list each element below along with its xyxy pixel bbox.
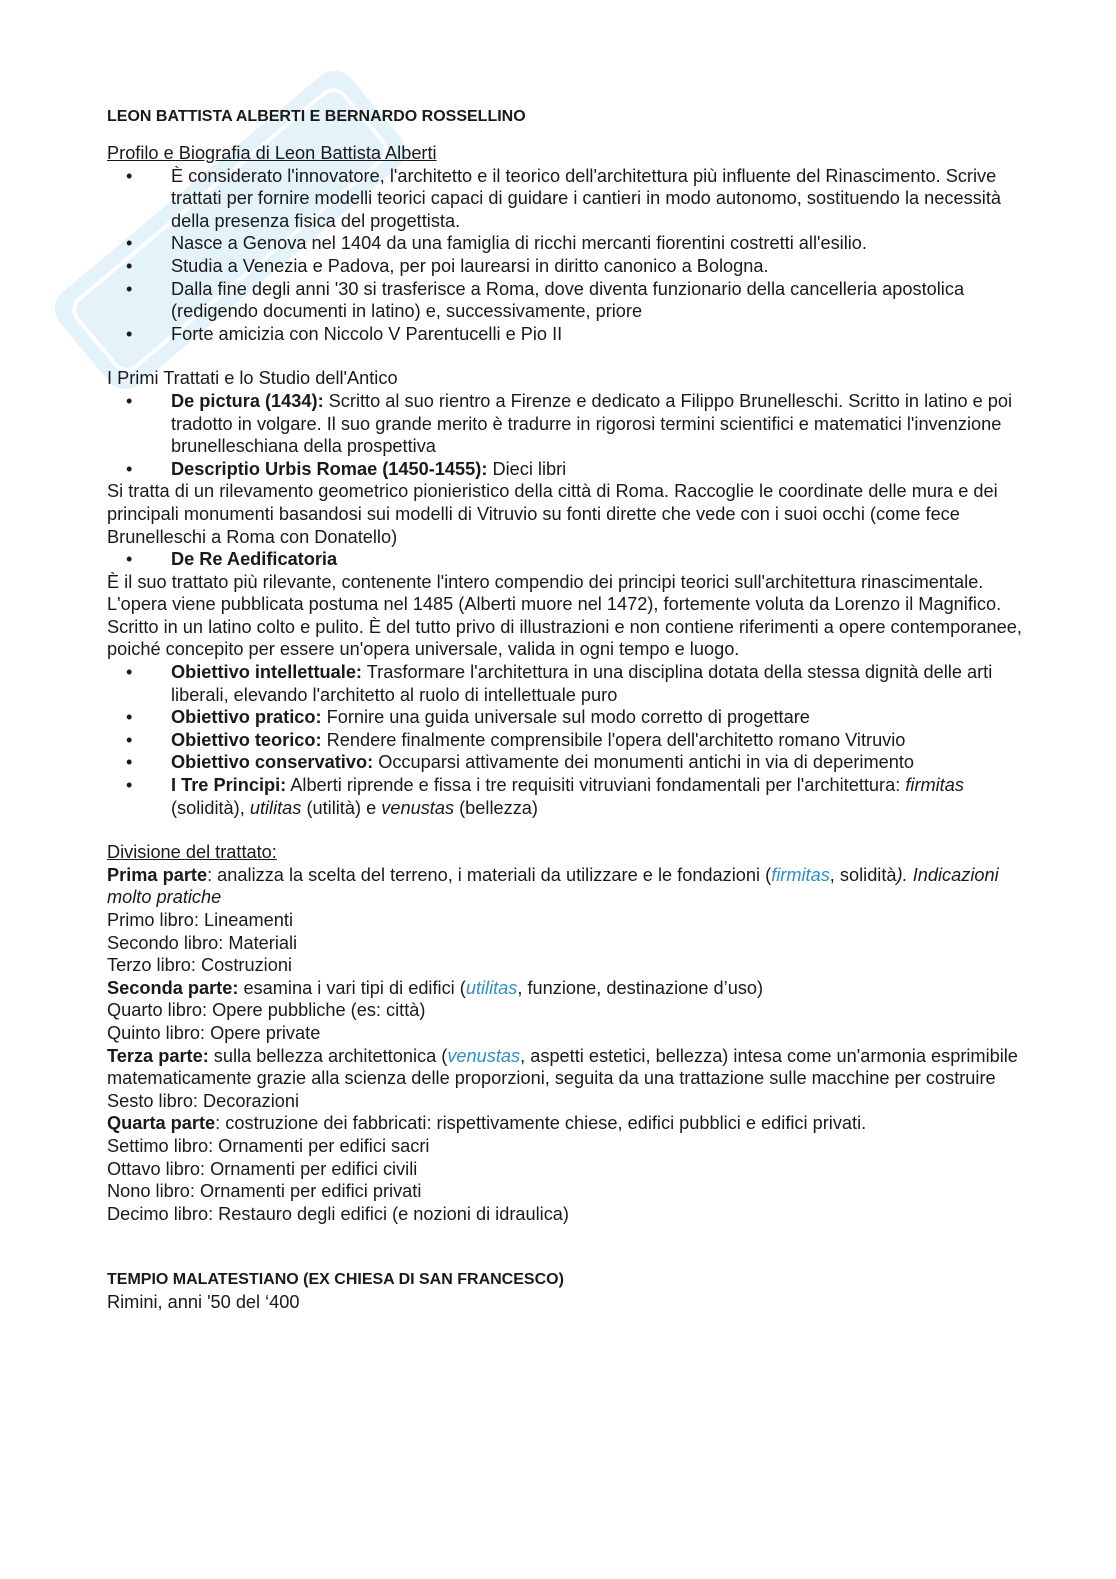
part-3: Terza parte: sulla bellezza architettonica (venustas, aspetti estetici, bellezza) intesa come un'armonia esprimibile matematicamente grazie alla scienza delle proporzioni, seguita da una trattazione sulle macchine per costruire bbox=[107, 1045, 1018, 1089]
dereae-paragraph-2: L'opera viene pubblicata postuma nel 1485 (Alberti muore nel 1472), fortemente voluta da Lorenzo il Magnifico. bbox=[107, 594, 1002, 615]
descriptio-paragraph: Si tratta di un rilevamento geometrico pionieristico della città di Roma. Raccoglie le coordinate delle mura e dei principali monumenti basandosi sui modelli di Vitruvio su fonti dirette che vede con i suoi occhi (come fece Brunelleschi a Roma con Donatello) bbox=[107, 481, 998, 547]
profile-heading: Profilo e Biografia di Leon Battista Alberti bbox=[107, 143, 437, 163]
part-1: Prima parte: analizza la scelta del terreno, i materiali da utilizzare e le fondazioni (firmitas, solidità). Indicazioni molto pratiche bbox=[107, 864, 999, 908]
list-item: • Obiettivo conservativo: Occuparsi attivamente dei monumenti antichi in via di deperimento bbox=[126, 752, 914, 773]
objectives-list bbox=[107, 661, 1027, 819]
treatises-heading: I Primi Trattati e lo Studio dell'Antico bbox=[107, 368, 398, 389]
book-line: Settimo libro: Ornamenti per edifici sacri bbox=[107, 1135, 430, 1156]
book-line: Quinto libro: Opere private bbox=[107, 1022, 321, 1043]
bullet-icon: • bbox=[126, 458, 133, 479]
list-item: • Obiettivo pratico: Fornire una guida universale sul modo corretto di progettare bbox=[126, 707, 810, 728]
section-title: TEMPIO MALATESTIANO (EX CHIESA DI SAN FRANCESCO) bbox=[107, 1271, 564, 1289]
division-heading: Divisione del trattato: bbox=[107, 842, 277, 863]
list-item: • Obiettivo teorico: Rendere finalmente comprensibile l'opera dell'architetto romano Vitruvio bbox=[126, 729, 906, 750]
bullet-icon: • bbox=[126, 165, 133, 186]
list-item: • Studia a Venezia e Padova, per poi laurearsi in diritto canonico a Bologna. bbox=[126, 255, 769, 276]
document-content bbox=[107, 106, 1027, 1314]
list-item: • Forte amicizia con Niccolo V Parentucelli e Pio II bbox=[126, 323, 563, 344]
bullet-icon: • bbox=[126, 775, 133, 796]
bullet-icon: • bbox=[126, 752, 133, 773]
spacer bbox=[107, 1225, 1027, 1269]
book-line: Terzo libro: Costruzioni bbox=[107, 955, 292, 976]
bullet-icon: • bbox=[126, 729, 133, 750]
bullet-icon: • bbox=[126, 233, 133, 254]
list-item: • Nasce a Genova nel 1404 da una famiglia di ricchi mercanti fiorentini costretti all'esilio. bbox=[126, 233, 867, 254]
book-line: Nono libro: Ornamenti per edifici privati bbox=[107, 1181, 422, 1202]
book-line: Secondo libro: Materiali bbox=[107, 932, 298, 953]
bullet-icon: • bbox=[126, 662, 133, 683]
list-item: • De Re Aedificatoria bbox=[126, 549, 338, 570]
bullet-icon: • bbox=[126, 549, 133, 570]
list-item: • Dalla fine degli anni '30 si trasferisce a Roma, dove diventa funzionario della cancelleria apostolica (redigendo documenti in latino) e, successivamente, priore bbox=[126, 278, 965, 322]
book-line: Quarto libro: Opere pubbliche (es: città) bbox=[107, 1000, 426, 1021]
bullet-icon: • bbox=[126, 707, 133, 728]
dereae-paragraph-1: È il suo trattato più rilevante, contenente l'intero compendio dei principi teorici sull'architettura rinascimentale. bbox=[107, 571, 984, 592]
list-item: • I Tre Principi: Alberti riprende e fissa i tre requisiti vitruviani fondamentali per l'architettura: firmitas (solidità), utilitas (utilità) e venustas (bellezza) bbox=[126, 775, 964, 818]
section-title: LEON BATTISTA ALBERTI E BERNARDO ROSSELLINO bbox=[107, 108, 526, 125]
list-item: • Obiettivo intellettuale: Trasformare l'architettura in una disciplina dotata della stessa dignità delle arti liberali, elevando l'architetto al ruolo di intellettuale puro bbox=[126, 662, 993, 705]
list-item: • De pictura (1434): Scritto al suo rientro a Firenze e dedicato a Filippo Brunelleschi. Scritto in latino e poi tradotto in volgare. Il suo grande merito è tradurre in rigorosi termini scientifici e matematici l'invenzione brunelleschiana della prospettiva bbox=[126, 390, 1013, 457]
part-4: Quarta parte: costruzione dei fabbricati: rispettivamente chiese, edifici pubblici e edifici privati. bbox=[107, 1113, 867, 1134]
profile-list bbox=[107, 165, 1027, 346]
bullet-icon: • bbox=[126, 278, 133, 299]
bullet-icon: • bbox=[126, 323, 133, 344]
dereae-list bbox=[107, 548, 1027, 571]
book-line: Decimo libro: Restauro degli edifici (e nozioni di idraulica) bbox=[107, 1203, 569, 1224]
spacer bbox=[107, 819, 1027, 841]
section-subtitle: Rimini, anni '50 del ‘400 bbox=[107, 1292, 300, 1313]
dereae-paragraph-3: Scritto in un latino colto e pulito. È del tutto privo di illustrazioni e non contiene riferimenti a opere contemporanee, poiché concepito per essere un'opera universale, valida in ogni tempo e luogo. bbox=[107, 616, 1022, 660]
book-line: Primo libro: Lineamenti bbox=[107, 910, 293, 930]
book-line: Ottavo libro: Ornamenti per edifici civili bbox=[107, 1158, 418, 1179]
book-line: Sesto libro: Decorazioni bbox=[107, 1090, 300, 1111]
bullet-icon: • bbox=[126, 390, 133, 411]
list-item: • È considerato l'innovatore, l'architetto e il teorico dell'architettura più influente del Rinascimento. Scrive trattati per fornire modelli teorici capaci di guidare i cantieri in modo autonomo, sostituendo la necessità della presenza fisica del progettista. bbox=[126, 165, 1001, 231]
list-item: • Descriptio Urbis Romae (1450-1455): Dieci libri bbox=[126, 458, 567, 479]
treatises-list bbox=[107, 390, 1027, 480]
part-2: Seconda parte: esamina i vari tipi di edifici (utilitas, funzione, destinazione d’uso) bbox=[107, 977, 764, 998]
spacer bbox=[107, 345, 1027, 367]
bullet-icon: • bbox=[126, 255, 133, 276]
